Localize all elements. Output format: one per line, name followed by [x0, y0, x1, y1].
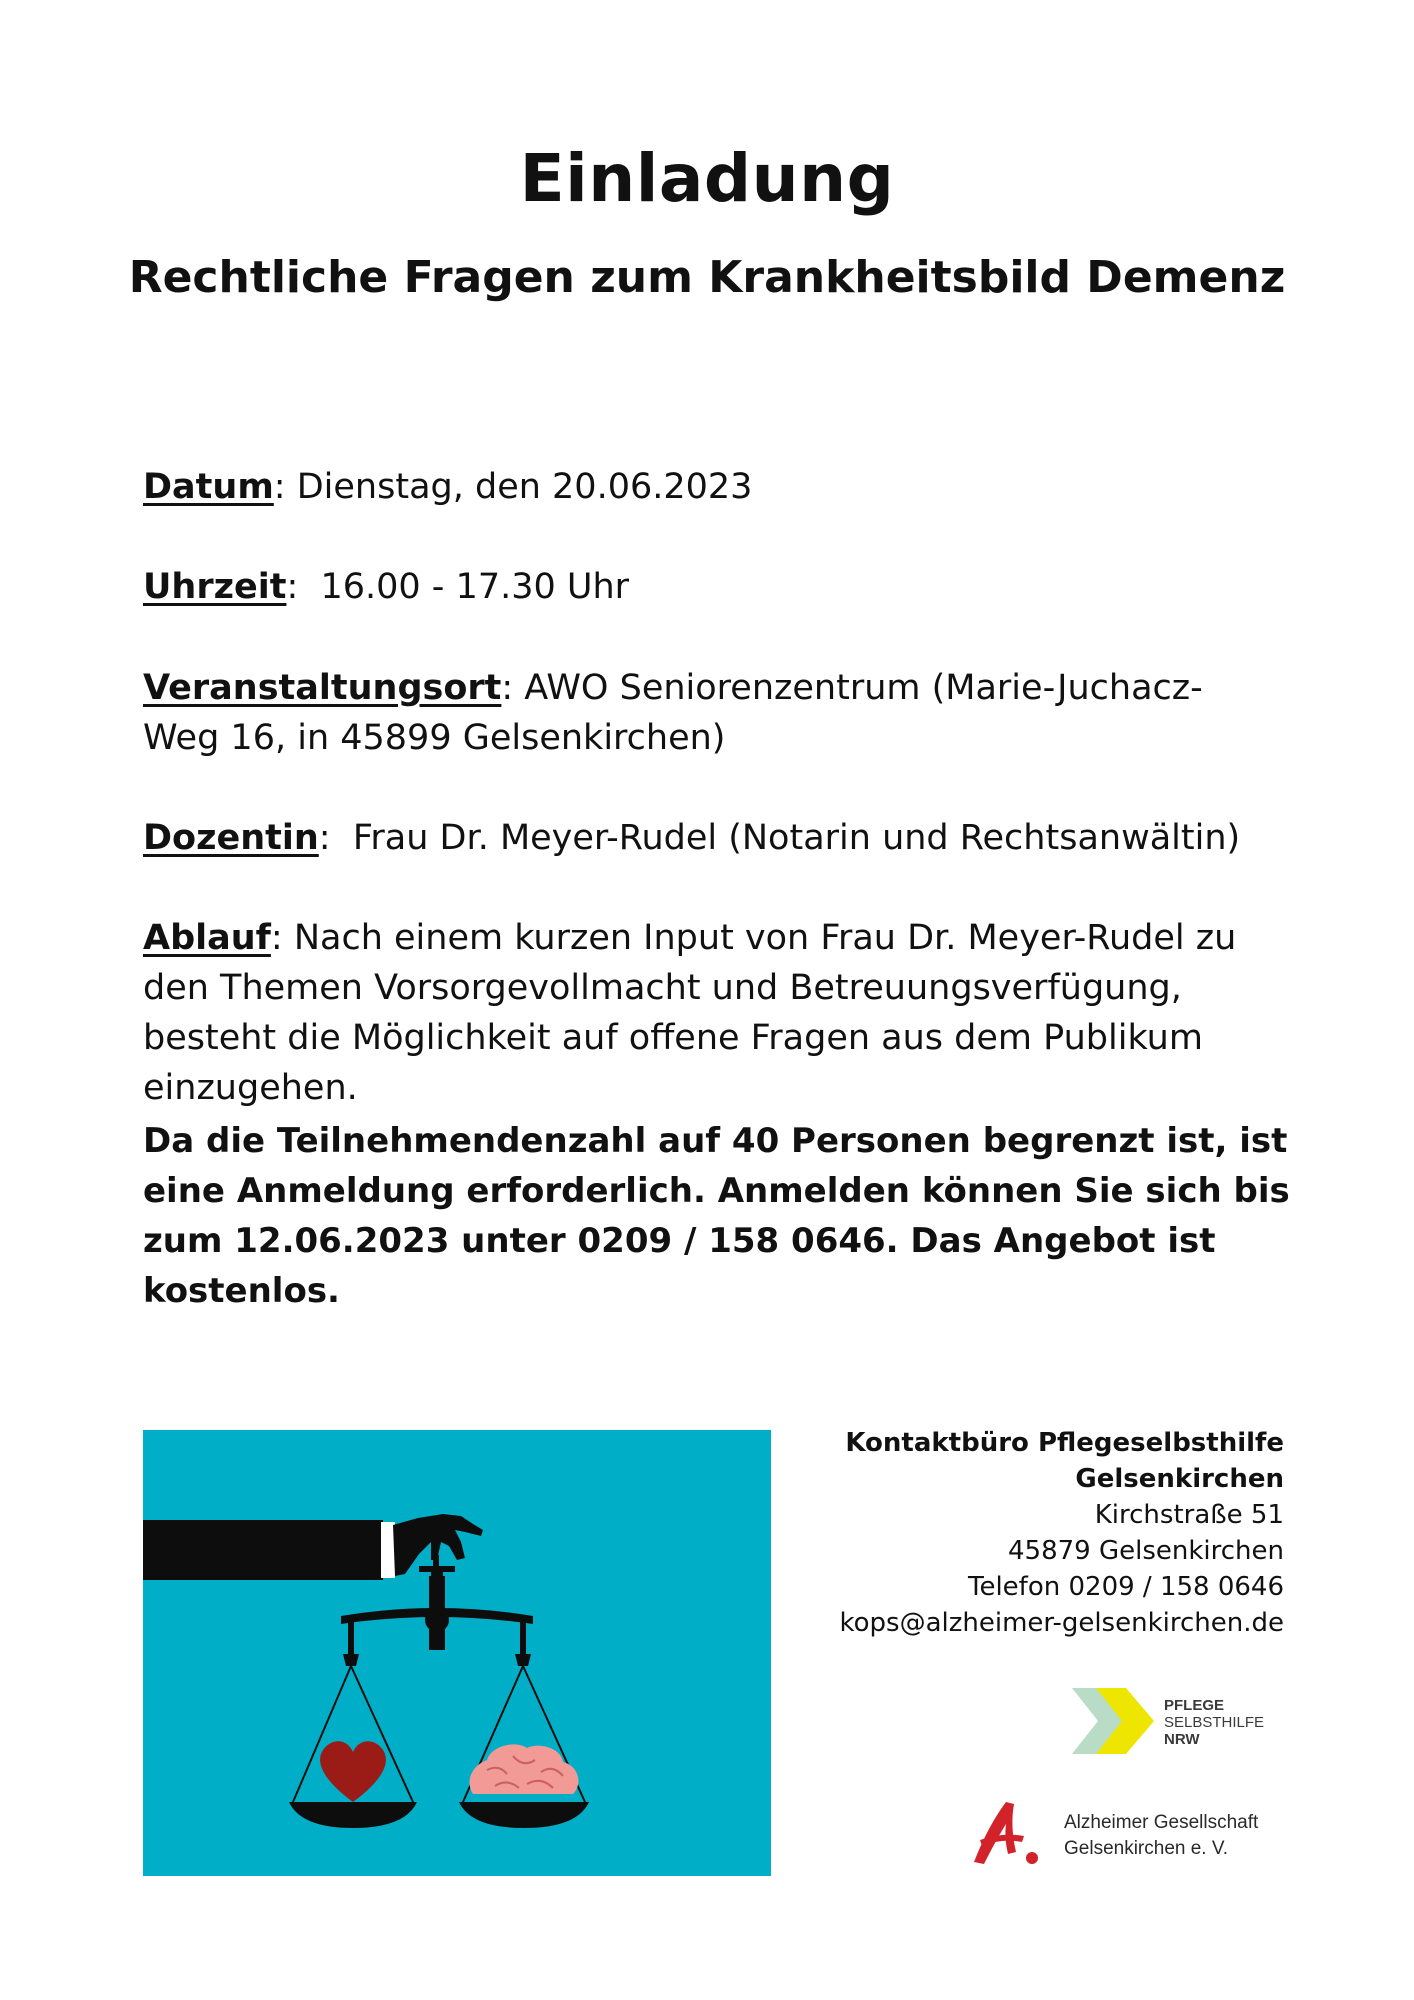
alz-logo-line1: Alzheimer Gesellschaft [1064, 1812, 1259, 1833]
ablauf-separator: : [270, 918, 283, 958]
detail-ort [143, 663, 1243, 763]
contact-phone: Telefon 0209 / 158 0646 [968, 1572, 1284, 1602]
registration-notice: Da die Teilnehmendenzahl auf 40 Personen begrenzt ist, ist eine Anmeldung erforderlich. Anmelden können Sie sich bis zum 12.06.2023 unter 0209 / 158 0646. Das Angebot ist kostenlos. [143, 1121, 1314, 1311]
uhrzeit-separator: : [286, 567, 299, 607]
ablauf-value: Nach einem kurzen Input von Frau Dr. Meyer-Rudel zu den Themen Vorsorgevollmacht und Betreuungsverfügung, besteht die Möglichkeit auf offene Fragen aus dem Publikum einzugehen. [143, 918, 1237, 1108]
detail-dozentin [143, 813, 1303, 863]
contact-email: kops@alzheimer-gelsenkirchen.de [839, 1608, 1284, 1638]
dozentin-label: Dozentin [143, 818, 319, 858]
dozentin-value: Frau Dr. Meyer-Rudel (Notarin und Rechtsanwältin) [330, 818, 1241, 858]
contact-street: Kirchstraße 51 [1094, 1500, 1284, 1530]
detail-ablauf [143, 913, 1293, 1113]
ort-label: Veranstaltungsort [143, 668, 502, 708]
contact-city: 45879 Gelsenkirchen [1007, 1536, 1284, 1566]
pflege-selbsthilfe-nrw-logo [1068, 1680, 1268, 1762]
ablauf-label: Ablauf [143, 918, 271, 958]
datum-value: Dienstag, den 20.06.2023 [285, 467, 753, 507]
nrw-logo-line1: PFLEGE [1164, 1697, 1225, 1714]
datum-separator: : [273, 467, 286, 507]
ort-separator: : [501, 668, 514, 708]
contact-org-line1: Kontaktbüro Pflegeselbsthilfe [845, 1428, 1284, 1458]
ort-value: AWO Seniorenzentrum (Marie-Juchacz-Weg 16, in 45899 Gelsenkirchen) [143, 668, 1203, 758]
page-subtitle: Rechtliche Fragen zum Krankheitsbild Demenz [128, 252, 1286, 303]
dozentin-separator: : [318, 818, 331, 858]
page-title: Einladung [519, 140, 895, 217]
uhrzeit-label: Uhrzeit [143, 567, 287, 607]
datum-label: Datum [143, 467, 274, 507]
nrw-logo-line3: NRW [1164, 1731, 1200, 1748]
alzheimer-gesellschaft-logo [966, 1796, 1306, 1870]
nrw-logo-line2: SELBSTHILFE [1164, 1714, 1265, 1731]
scales-heart-brain-icon [143, 1430, 771, 1876]
alz-logo-line2: Gelsenkirchen e. V. [1064, 1838, 1229, 1859]
detail-datum [143, 462, 1303, 512]
uhrzeit-value: 16.00 - 17.30 Uhr [298, 567, 630, 607]
contact-org-line2: Gelsenkirchen [1075, 1464, 1284, 1494]
contact-block [724, 1425, 1284, 1641]
detail-uhrzeit [143, 562, 1303, 612]
